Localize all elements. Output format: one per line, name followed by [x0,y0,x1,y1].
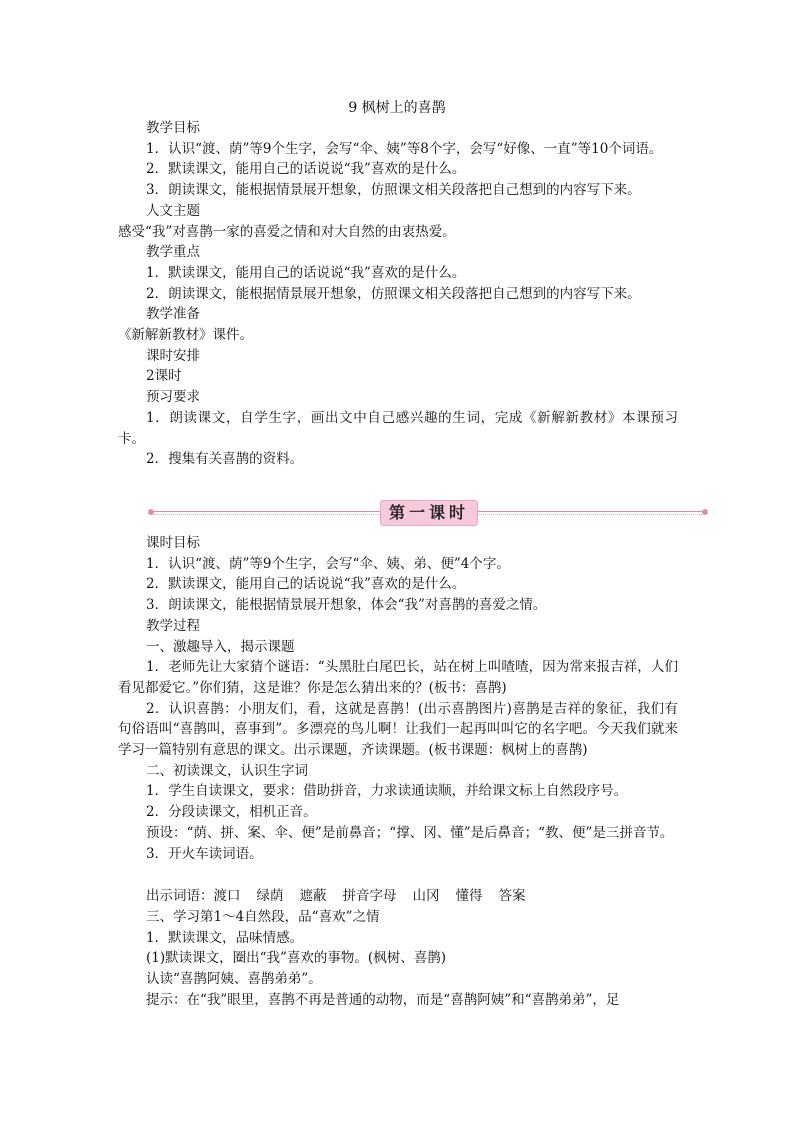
vocab-word: 绿荫 [256,888,284,904]
paragraph: 3．朗读课文，能根据情景展开想象，仿照课文相关段落把自己想到的内容写下来。 [146,182,641,199]
paragraph: 教学准备 [146,306,200,323]
paragraph: 教学目标 [146,120,200,136]
paragraph: 1．朗读课文，自学生字，画出文中自己感兴趣的生词，完成《新解新教材》本课预习卡。 [118,409,678,447]
paragraph: 2．搜集有关喜鹊的资料。 [146,451,304,468]
vocab-word: 遮蔽 [299,888,327,904]
paragraph: 预设：“荫、拼、案、伞、便”是前鼻音；“撑、冈、懂”是后鼻音；“教、便”是三拼音节。 [146,824,674,841]
paragraph: 三、学习第1～4自然段，品“喜欢”之情 [146,909,380,925]
paragraph: (1)默读课文，圈出“我”喜欢的事物。(枫树、喜鹊) [146,950,446,967]
vocab-word: 懂得 [455,888,483,904]
banner-right-dot [702,509,708,515]
paragraph: 一、激趣导入，揭示课题 [146,638,295,655]
paragraph: 课时目标 [146,535,200,551]
paragraph: 教学重点 [146,244,200,261]
banner-label: 第一课时 [380,500,478,526]
vocab-word: 渡口 [213,888,241,904]
word-list-label: 出示词语： [146,888,214,904]
paragraph: 教学过程 [146,617,200,634]
paragraph: 1．认识“渡、荫”等9个生字，会写“伞、姨、弟、便”4个字。 [146,555,510,572]
paragraph: 人文主题 [146,202,200,219]
paragraph: 1．认识“渡、荫”等9个生字，会写“伞、姨”等8个字，会写“好像、一直”等10个词语。 [146,140,663,157]
paragraph: 2课时 [146,368,182,385]
paragraph: 2．认识喜鹊：小朋友们，看，这就是喜鹊！(出示喜鹊图片)喜鹊是吉祥的象征，我们有句俗语叫“喜鹊叫，喜事到”。多漂亮的鸟儿啊！让我们一起再叫叫它的名字吧。今天我们就来学习一篇特别有意思的课文。出示课题，齐读课题。(板书课题：枫树上的喜鹊) [118,700,678,759]
paragraph: 感受“我”对喜鹊一家的喜爱之情和对大自然的由衷热爱。 [118,223,456,240]
lesson-overview [118,118,678,470]
paragraph: 3．开火车读词语。 [146,845,263,862]
paragraph: 1．默读课文，能用自己的话说说“我”喜欢的是什么。 [146,264,466,281]
paragraph: 1．学生自读课文，要求：借助拼音，力求读通读顺，并给课文标上自然段序号。 [146,783,628,800]
paragraph: 《新解新教材》课件。 [118,327,253,344]
vocab-word: 答案 [498,888,526,904]
lesson-process-continued [118,907,678,1011]
paragraph: 3．朗读课文，能根据情景展开想象，体会“我”对喜鹊的喜爱之情。 [146,597,547,614]
banner-left-dot [148,509,154,515]
vocab-word: 山冈 [412,888,440,904]
paragraph: 2．默读课文，能用自己的话说说“我”喜欢的是什么。 [146,161,466,178]
lesson-title: 9 枫树上的喜鹊 [348,100,446,116]
paragraph: 提示：在“我”眼里，喜鹊不再是普通的动物，而是“喜鹊阿姨”和“喜鹊弟弟”，足 [146,991,620,1008]
vocab-word: 拼音字母 [342,888,397,904]
paragraph: 课时安排 [146,347,200,364]
paragraph: 2．分段读课文，相机正音。 [146,804,317,821]
paragraph: 1．默读课文，品味情感。 [146,929,304,946]
word-list [118,886,678,907]
paragraph: 1．老师先让大家猜个谜语：“头黑肚白尾巴长，站在树上叫喳喳，因为常来报吉祥，人们看见都爱它。”你们猜，这是谁？你是怎么猜出来的？(板书：喜鹊) [118,659,678,696]
section-banner [148,500,708,524]
lesson-process [118,533,678,864]
paragraph: 二、初读课文，认识生字词 [146,762,308,779]
paragraph: 2．默读课文，能用自己的话说说“我”喜欢的是什么。 [146,576,466,593]
paragraph: 2．朗读课文，能根据情景展开想象，仿照课文相关段落把自己想到的内容写下来。 [146,285,641,302]
paragraph: 预习要求 [146,389,200,406]
paragraph: 认读“喜鹊阿姨、喜鹊弟弟”。 [146,971,322,988]
